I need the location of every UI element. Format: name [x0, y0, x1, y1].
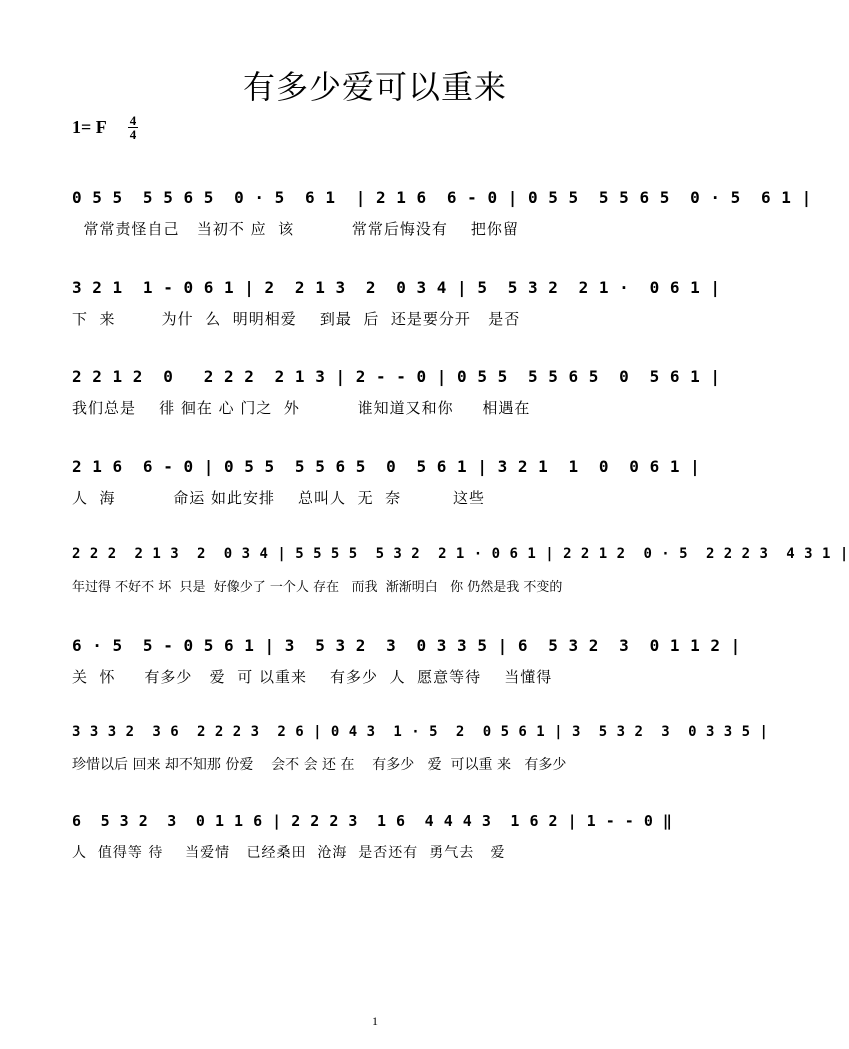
score-system-4 [72, 457, 701, 517]
score-system-6 [72, 636, 741, 696]
lyrics-line: 年过得 不好不 坏 只是 好像少了 一个人 存在 而我 渐渐明白 你 仍然是我 不变的 [72, 580, 563, 595]
notation-line: 3 2 1 1 - 0 6 1 | 2 2 1 3 2 0 3 4 | 5 5 3 2 2 1 · 0 6 1 | [72, 278, 721, 297]
lyrics-line: 关 怀 有多少 爱 可 以重来 有多少 人 愿意等待 当懂得 [72, 668, 553, 686]
lyrics-line: 常常责怪自己 当初不 应 该 常常后悔没有 把你留 [72, 220, 519, 238]
key-signature: 1= F [72, 117, 107, 137]
page-number: 1 [372, 1014, 378, 1028]
notation-line: 0 5 5 5 5 6 5 0 · 5 6 1 | 2 1 6 6 - 0 | 0 5 5 5 5 6 5 0 · 5 6 1 | [72, 188, 812, 207]
score-system-2 [72, 278, 721, 338]
notation-line: 6 · 5 5 - 0 5 6 1 | 3 5 3 2 3 0 3 3 5 | 6 5 3 2 3 0 1 1 2 | [72, 636, 741, 655]
score-system-8 [72, 812, 682, 872]
notation-line: 2 1 6 6 - 0 | 0 5 5 5 5 6 5 0 5 6 1 | 3 2 1 1 0 0 6 1 | [72, 457, 701, 476]
notation-line: 6 5 3 2 3 0 1 1 6 | 2 2 2 3 1 6 4 4 4 3 1 6 2 | 1 - - 0 ‖ [72, 812, 673, 830]
notation-line: 2 2 2 2 1 3 2 0 3 4 | 5 5 5 5 5 3 2 2 1 · 0 6 1 | 2 2 1 2 0 · 5 2 2 2 3 4 3 1 | [72, 546, 849, 562]
song-title: 有多少爱可以重来 [242, 68, 507, 106]
lyrics-line: 珍惜以后 回来 却不知那 份爱 会不 会 还 在 有多少 爱 可以重 来 有多少 [72, 757, 567, 773]
time-signature-top: 4 [129, 113, 137, 128]
notation-line: 3 3 3 2 3 6 2 2 2 3 2 6 | 0 4 3 1 · 5 2 0 5 6 1 | 3 5 3 2 3 0 3 3 5 | [72, 724, 769, 740]
score-system-7 [72, 724, 769, 784]
notation-line: 2 2 1 2 0 2 2 2 2 1 3 | 2 - - 0 | 0 5 5 5 5 6 5 0 5 6 1 | [72, 367, 721, 386]
time-signature-bottom: 4 [129, 127, 137, 142]
lyrics-line: 人 值得等 待 当爱情 已经桑田 沧海 是否还有 勇气去 爱 [72, 845, 506, 861]
lyrics-line: 人 海 命运 如此安排 总叫人 无 奈 这些 [72, 489, 486, 507]
time-signature [126, 114, 140, 141]
score-system-1 [72, 188, 812, 248]
score-system-5 [72, 546, 849, 606]
score-system-3 [72, 367, 721, 427]
lyrics-line: 下 来 为什 么 明明相爱 到最 后 还是要分开 是否 [72, 310, 521, 328]
lyrics-line: 我们总是 徘 徊在 心 门之 外 谁知道又和你 相遇在 [72, 399, 531, 417]
